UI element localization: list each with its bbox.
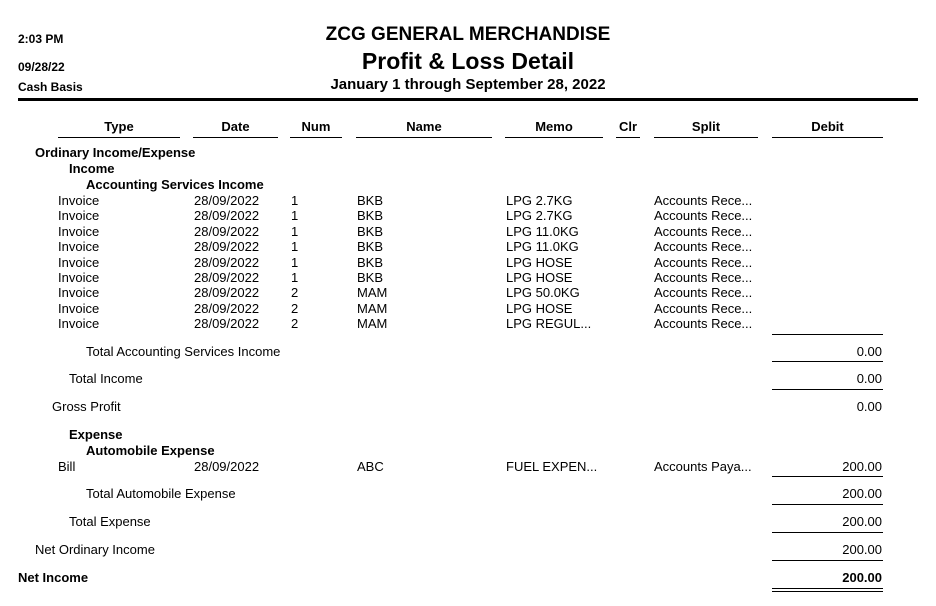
expense-line <box>772 476 883 477</box>
row-date: 28/09/2022 <box>194 255 260 270</box>
row-date: 28/09/2022 <box>194 270 260 285</box>
row-name: MAM <box>357 285 388 300</box>
row-split: Accounts Rece... <box>654 270 753 285</box>
row-name: BKB <box>357 270 384 285</box>
col-debit: Debit <box>811 119 844 134</box>
expense-split: Accounts Paya... <box>654 459 752 474</box>
row-memo: LPG HOSE <box>506 255 573 270</box>
row-memo: LPG REGUL... <box>506 316 592 331</box>
row-type: Invoice <box>58 316 100 331</box>
gross-profit-label: Gross Profit <box>52 399 121 414</box>
col-debit-line <box>772 137 883 138</box>
report-date: 09/28/22 <box>18 60 65 74</box>
row-date: 28/09/2022 <box>194 224 260 239</box>
row-name: MAM <box>357 301 388 316</box>
total-income-label: Total Income <box>69 371 143 386</box>
row-date: 28/09/2022 <box>194 193 260 208</box>
col-clr-line <box>616 137 640 138</box>
row-type: Invoice <box>58 239 100 254</box>
row-name: BKB <box>357 208 384 223</box>
net-ordinary-line <box>772 560 883 561</box>
row-num: 1 <box>291 224 299 239</box>
col-type: Type <box>104 119 134 134</box>
row-num: 1 <box>291 270 299 285</box>
row-memo: LPG 50.0KG <box>506 285 580 300</box>
row-num: 2 <box>291 301 299 316</box>
row-split: Accounts Rece... <box>654 301 753 316</box>
row-type: Invoice <box>58 193 100 208</box>
col-type-line <box>58 137 180 138</box>
section-automobile: Automobile Expense <box>86 443 215 458</box>
row-name: BKB <box>357 193 384 208</box>
col-name-line <box>356 137 492 138</box>
row-split: Accounts Rece... <box>654 285 753 300</box>
net-ordinary-label: Net Ordinary Income <box>35 542 155 557</box>
col-split: Split <box>691 119 721 134</box>
col-memo: Memo <box>535 119 573 134</box>
total-accounting-value: 0.00 <box>856 344 882 359</box>
row-date: 28/09/2022 <box>194 301 260 316</box>
net-income-double-line-1 <box>772 588 883 589</box>
total-expense-line <box>772 532 883 533</box>
row-memo: LPG 11.0KG <box>506 224 579 239</box>
row-num: 1 <box>291 239 299 254</box>
col-date: Date <box>221 119 250 134</box>
expense-debit: 200.00 <box>842 459 882 474</box>
total-accounting-line <box>772 361 883 362</box>
net-income-double-line-2 <box>772 591 883 592</box>
net-ordinary-value: 200.00 <box>842 542 882 557</box>
report-basis: Cash Basis <box>18 80 83 94</box>
col-num: Num <box>301 119 331 134</box>
total-income-line <box>772 389 883 390</box>
total-automobile-label: Total Automobile Expense <box>86 486 236 501</box>
row-type: Invoice <box>58 285 100 300</box>
row-name: BKB <box>357 224 384 239</box>
col-split-line <box>654 137 758 138</box>
row-date: 28/09/2022 <box>194 285 260 300</box>
total-income-value: 0.00 <box>856 371 882 386</box>
expense-name: ABC <box>357 459 384 474</box>
section-income: Income <box>69 161 115 176</box>
row-split: Accounts Rece... <box>654 224 753 239</box>
expense-memo: FUEL EXPEN... <box>506 459 598 474</box>
total-expense-value: 200.00 <box>842 514 882 529</box>
header-rule <box>18 98 918 101</box>
report-time: 2:03 PM <box>18 32 64 46</box>
row-num: 1 <box>291 208 299 223</box>
row-type: Invoice <box>58 224 100 239</box>
row-date: 28/09/2022 <box>194 316 260 331</box>
row-memo: LPG HOSE <box>506 270 573 285</box>
row-date: 28/09/2022 <box>194 239 260 254</box>
row-split: Accounts Rece... <box>654 193 753 208</box>
row-num: 2 <box>291 316 299 331</box>
col-num-line <box>290 137 342 138</box>
total-expense-label: Total Expense <box>69 514 151 529</box>
row-split: Accounts Rece... <box>654 255 753 270</box>
total-automobile-line <box>772 504 883 505</box>
row-type: Invoice <box>58 270 100 285</box>
section-ordinary: Ordinary Income/Expense <box>35 145 196 160</box>
expense-date: 28/09/2022 <box>194 459 260 474</box>
row-memo: LPG 2.7KG <box>506 193 573 208</box>
row-split: Accounts Rece... <box>654 208 753 223</box>
col-clr: Clr <box>618 119 638 134</box>
total-accounting-label: Total Accounting Services Income <box>86 344 281 359</box>
row-num: 2 <box>291 285 299 300</box>
row-name: BKB <box>357 239 384 254</box>
col-memo-line <box>505 137 603 138</box>
row-type: Invoice <box>58 301 100 316</box>
col-date-line <box>193 137 278 138</box>
report-title: Profit & Loss Detail <box>361 48 575 74</box>
row-name: MAM <box>357 316 388 331</box>
row-memo: LPG HOSE <box>506 301 573 316</box>
company-name: ZCG GENERAL MERCHANDISE <box>325 24 611 45</box>
row-name: BKB <box>357 255 384 270</box>
report-period: January 1 through September 28, 2022 <box>330 76 606 93</box>
row-date: 28/09/2022 <box>194 208 260 223</box>
row-memo: LPG 11.0KG <box>506 239 579 254</box>
row-num: 1 <box>291 255 299 270</box>
row-type: Invoice <box>58 255 100 270</box>
row-split: Accounts Rece... <box>654 239 753 254</box>
row-memo: LPG 2.7KG <box>506 208 573 223</box>
net-income-label: Net Income <box>18 570 89 585</box>
expense-type: Bill <box>58 459 76 474</box>
net-income-value: 200.00 <box>842 570 882 585</box>
section-expense: Expense <box>69 427 123 442</box>
row-type: Invoice <box>58 208 100 223</box>
subtotal-line <box>772 334 883 335</box>
section-accounting-services: Accounting Services Income <box>86 177 264 192</box>
col-name: Name <box>406 119 442 134</box>
row-split: Accounts Rece... <box>654 316 753 331</box>
gross-profit-value: 0.00 <box>856 399 882 414</box>
row-num: 1 <box>291 193 299 208</box>
total-automobile-value: 200.00 <box>842 486 882 501</box>
